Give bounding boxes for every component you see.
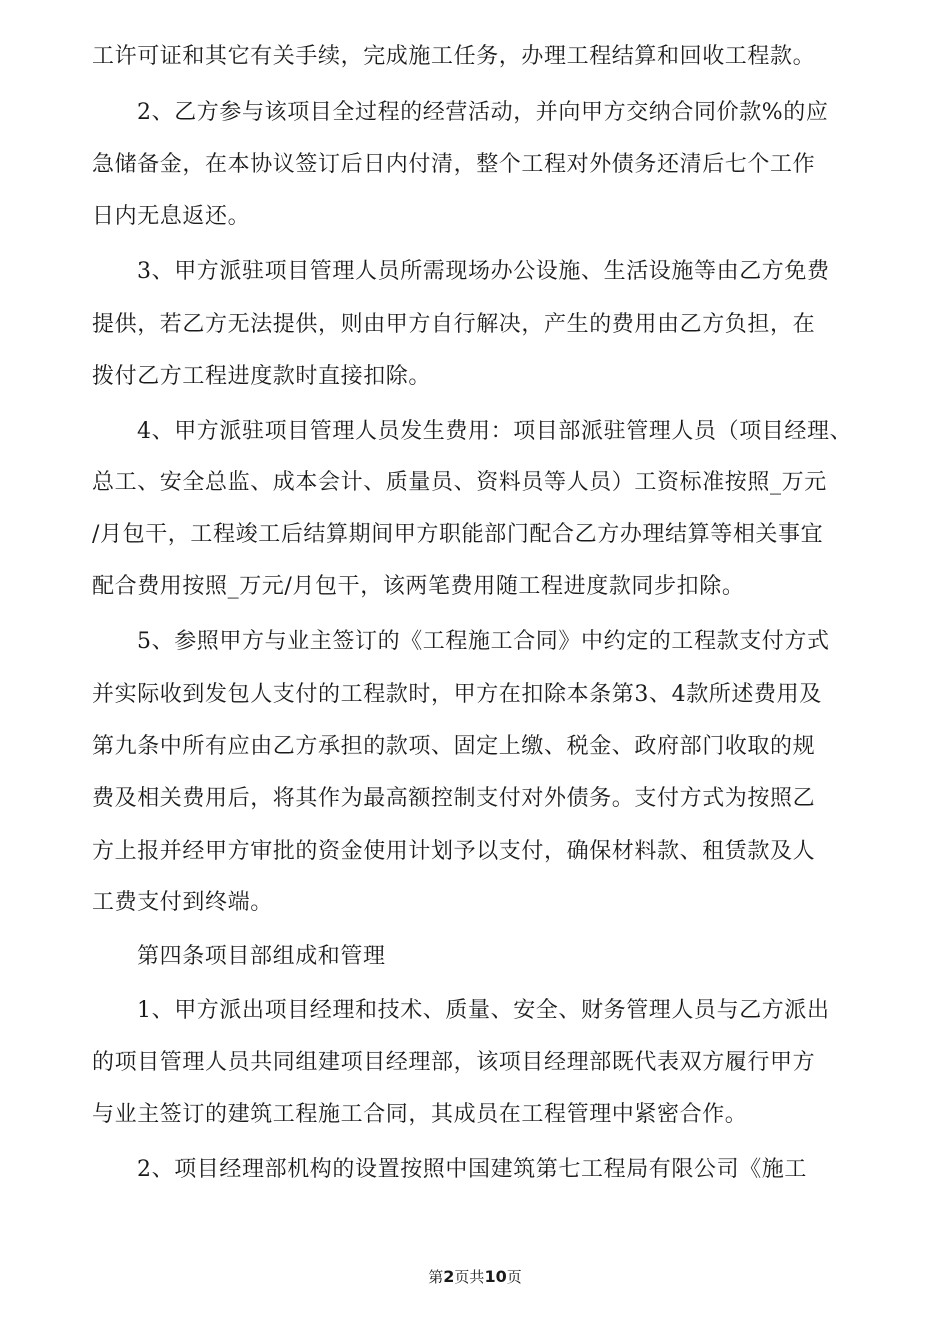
text-line: 与业主签订的建筑工程施工合同，其成员在工程管理中紧密合作。 (92, 1102, 748, 1127)
footer-prefix: 第 (428, 1268, 444, 1286)
text-line: 工费支付到终端。 (92, 890, 273, 915)
footer-total-pages: 10 (484, 1267, 507, 1286)
text-line: 配合费用按照_万元/月包干，该两笔费用随工程进度款同步扣除。 (92, 574, 745, 599)
text-line: 1、甲方派出项目经理和技术、质量、安全、财务管理人员与乙方派出 (137, 998, 830, 1023)
text-line: 的项目管理人员共同组建项目经理部，该项目经理部既代表双方履行甲方 (92, 1050, 816, 1075)
text-line: 2、乙方参与该项目全过程的经营活动，并向甲方交纳合同价款%的应 (137, 100, 829, 125)
text-line: 4、甲方派驻项目管理人员发生费用：项目部派驻管理人员（项目经理、 (137, 419, 853, 444)
text-line: 总工、安全总监、成本会计、质量员、资料员等人员）工资标准按照_万元 (92, 470, 827, 495)
text-line: 并实际收到发包人支付的工程款时，甲方在扣除本条第3、4款所述费用及 (92, 682, 822, 707)
footer-middle: 页共 (454, 1268, 485, 1286)
text-line: 工许可证和其它有关手续，完成施工任务，办理工程结算和回收工程款。 (92, 44, 816, 69)
text-line: 急储备金，在本协议签订后日内付清，整个工程对外债务还清后七个工作 (92, 152, 816, 177)
text-line: 2、项目经理部机构的设置按照中国建筑第七工程局有限公司《施工 (137, 1157, 807, 1182)
text-line: 提供，若乙方无法提供，则由甲方自行解决，产生的费用由乙方负担，在 (92, 312, 816, 337)
text-line: 日内无息返还。 (92, 204, 251, 229)
page-footer (0, 1266, 950, 1287)
footer-suffix: 页 (506, 1268, 522, 1286)
text-line: 方上报并经甲方审批的资金使用计划予以支付，确保材料款、租赁款及人 (92, 839, 816, 864)
text-line: 第九条中所有应由乙方承担的款项、固定上缴、税金、政府部门收取的规 (92, 734, 816, 759)
text-line: 5、参照甲方与业主签订的《工程施工合同》中约定的工程款支付方式 (137, 629, 830, 654)
text-line: 3、甲方派驻项目管理人员所需现场办公设施、生活设施等由乙方免费 (137, 259, 830, 284)
text-line: /月包干，工程竣工后结算期间甲方职能部门配合乙方办理结算等相关事宜 (92, 522, 824, 547)
section-heading: 第四条项目部组成和管理 (137, 944, 386, 969)
text-line: 拨付乙方工程进度款时直接扣除。 (92, 364, 432, 389)
text-line: 费及相关费用后，将其作为最高额控制支付对外债务。支付方式为按照乙 (92, 786, 816, 811)
footer-current-page: 2 (443, 1267, 455, 1286)
